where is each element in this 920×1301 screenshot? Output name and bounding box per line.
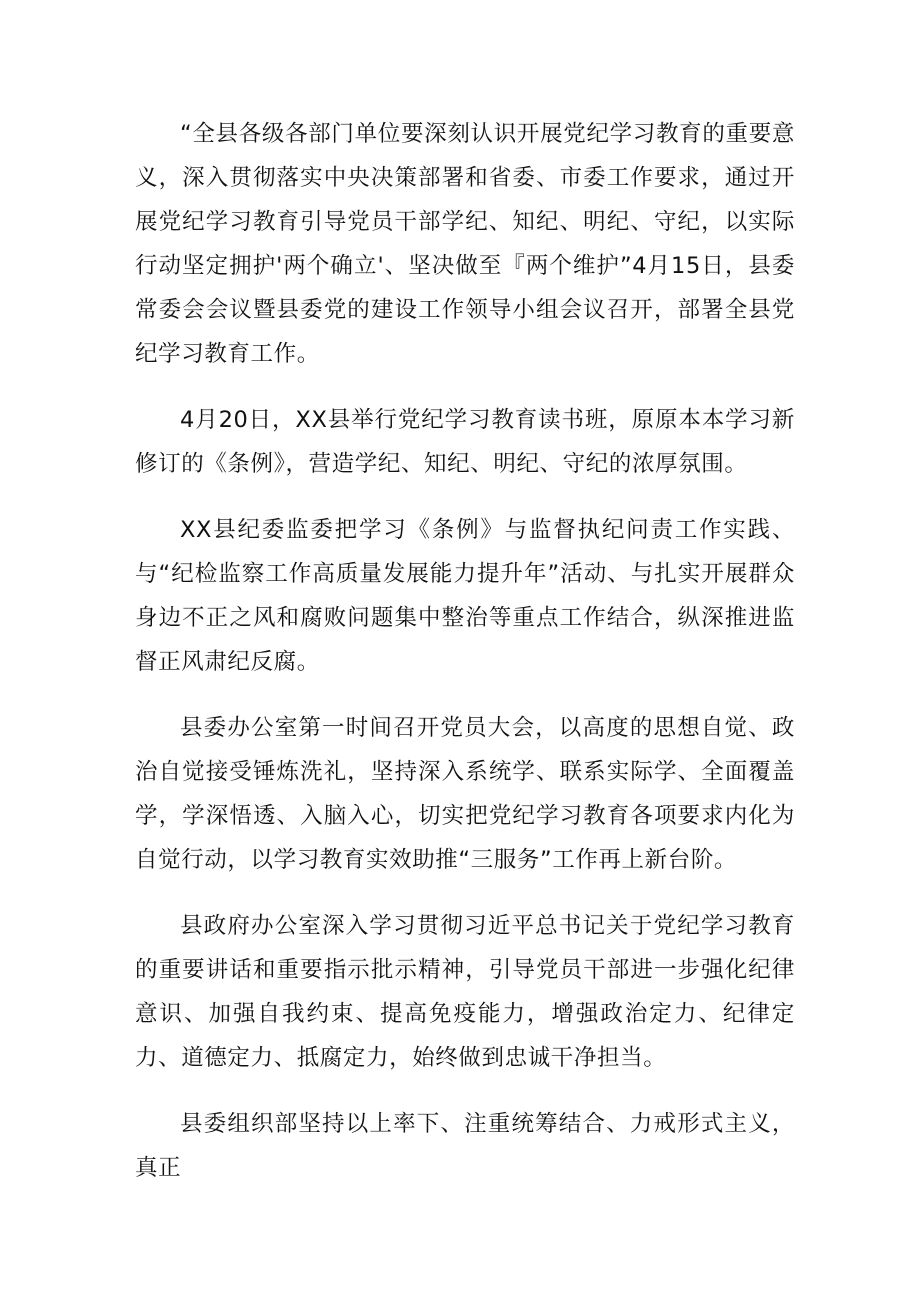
paragraph-5: 县政府办公室深入学习贯彻习近平总书记关于党纪学习教育的重要讲话和重要指示批示精神，引导党员干部进一步强化纪律意识、加强自我约束、提高免疫能力，增强政治定力、纪律定力、道德定力、抵腐定力，始终做到忠诚干净担当。 [135,913,795,1071]
paragraph-4: 县委办公室第一时间召开党员大会，以高度的思想自觉、政治自觉接受锤炼洗礼，坚持深入系统学、联系实际学、全面覆盖学，学深悟透、入脑入心，切实把党纪学习教育各项要求内化为自觉行动，以学习教育实效助推“三服务”工作再上新台阶。 [135,715,795,873]
paragraph-2: 4月20日，XX县举行党纪学习教育读书班，原原本本学习新修订的《条例》，营造学纪、知纪、明纪、守纪的浓厚氛围。 [135,407,795,477]
document-body [135,112,795,1190]
paragraph-3: XX县纪委监委把学习《条例》与监督执纪问责工作实践、与“纪检监察工作高质量发展能力提升年”活动、与扎实开展群众身边不正之风和腐败问题集中整治等重点工作结合，纵深推进监督正风肃纪反腐。 [135,517,795,675]
paragraph-6: 县委组织部坚持以上率下、注重统筹结合、力戒形式主义，真正 [135,1111,795,1181]
paragraph-1: “全县各级各部门单位要深刻认识开展党纪学习教育的重要意义，深入贯彻落实中央决策部署和省委、市委工作要求，通过开展党纪学习教育引导党员干部学纪、知纪、明纪、守纪，以实际行动坚定拥护'两个确立'、坚决做至『两个维护”4月15日，县委常委会会议暨县委党的建设工作领导小组会议召开，部署全县党纪学习教育工作。 [135,121,795,367]
